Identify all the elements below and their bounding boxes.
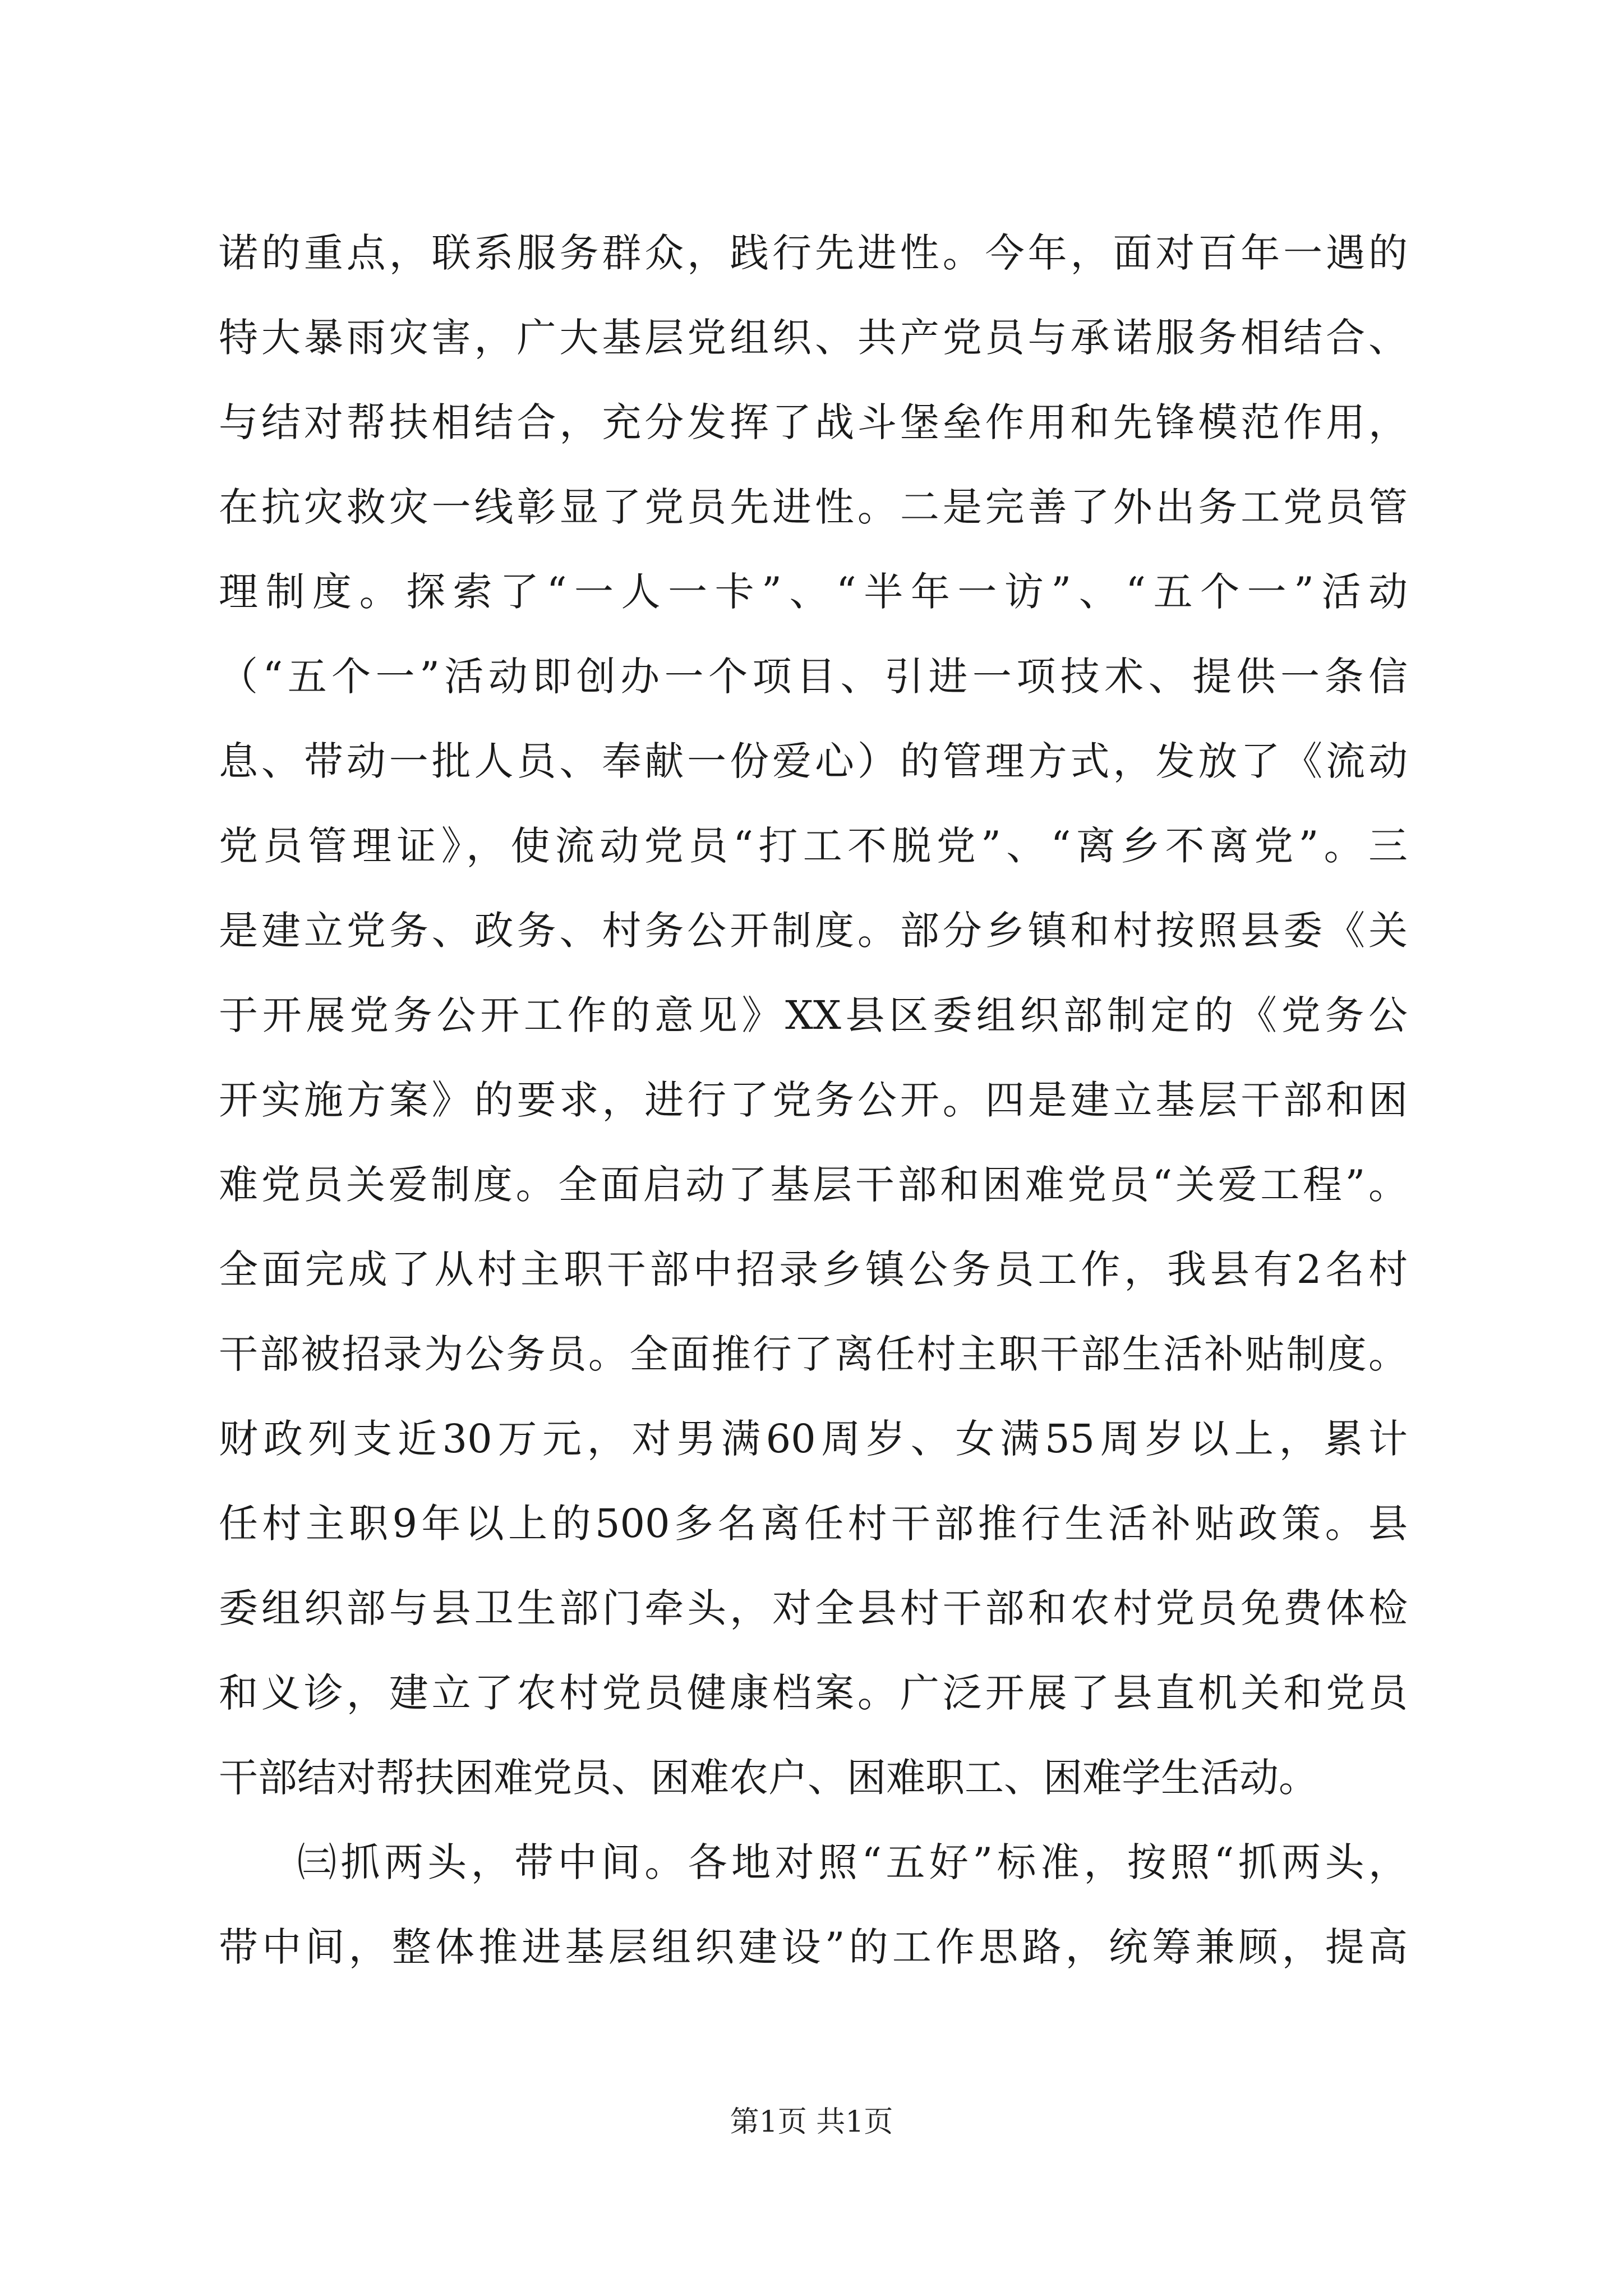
text-line: 任村主职9年以上的500多名离任村干部推行生活补贴政策。县 <box>219 1501 1408 1547</box>
text-line: 难党员关爱制度。全面启动了基层干部和困难党员“关爱工程”。 <box>219 1162 1408 1208</box>
text-line: ㈢抓两头，带中间。各地对照“五好”标准，按照“抓两头， <box>297 1839 1408 1885</box>
text-line: 带中间，整体推进基层组织建设”的工作思路，统筹兼顾，提高 <box>219 1924 1408 1970</box>
body-text <box>219 211 1408 1990</box>
text-line: 于开展党务公开工作的意见》XX县区委组织部制定的《党务公 <box>219 992 1408 1038</box>
text-line: 与结对帮扶相结合，充分发挥了战斗堡垒作用和先锋模范作用， <box>219 399 1408 445</box>
text-line: 干部结对帮扶困难党员、困难农户、困难职工、困难学生活动。 <box>219 1755 1318 1801</box>
text-line: 财政列支近30万元，对男满60周岁、女满55周岁以上，累计 <box>219 1416 1408 1462</box>
text-line: 全面完成了从村主职干部中招录乡镇公务员工作，我县有2名村 <box>219 1246 1408 1292</box>
text-line: 是建立党务、政务、村务公开制度。部分乡镇和村按照县委《关 <box>219 908 1408 954</box>
text-line: 干部被招录为公务员。全面推行了离任村主职干部生活补贴制度。 <box>219 1331 1408 1377</box>
text-line: 理制度。探索了“一人一卡”、“半年一访”、“五个一”活动 <box>219 569 1408 615</box>
text-line: （“五个一”活动即创办一个项目、引进一项技术、提供一条信 <box>219 654 1408 700</box>
text-line: 党员管理证》，使流动党员“打工不脱党”、“离乡不离党”。三 <box>219 823 1408 869</box>
text-line: 诺的重点，联系服务群众，践行先进性。今年，面对百年一遇的 <box>219 230 1408 276</box>
text-line: 特大暴雨灾害，广大基层党组织、共产党员与承诺服务相结合、 <box>219 315 1408 361</box>
text-line: 开实施方案》的要求，进行了党务公开。四是建立基层干部和困 <box>219 1077 1408 1123</box>
text-line: 在抗灾救灾一线彰显了党员先进性。二是完善了外出务工党员管 <box>219 484 1408 530</box>
text-line: 息、带动一批人员、奉献一份爱心）的管理方式，发放了《流动 <box>219 738 1408 784</box>
page-footer: 第1页 共1页 <box>730 2105 893 2139</box>
text-line: 和义诊，建立了农村党员健康档案。广泛开展了县直机关和党员 <box>219 1670 1408 1716</box>
text-line: 委组织部与县卫生部门牵头，对全县村干部和农村党员免费体检 <box>219 1585 1408 1631</box>
